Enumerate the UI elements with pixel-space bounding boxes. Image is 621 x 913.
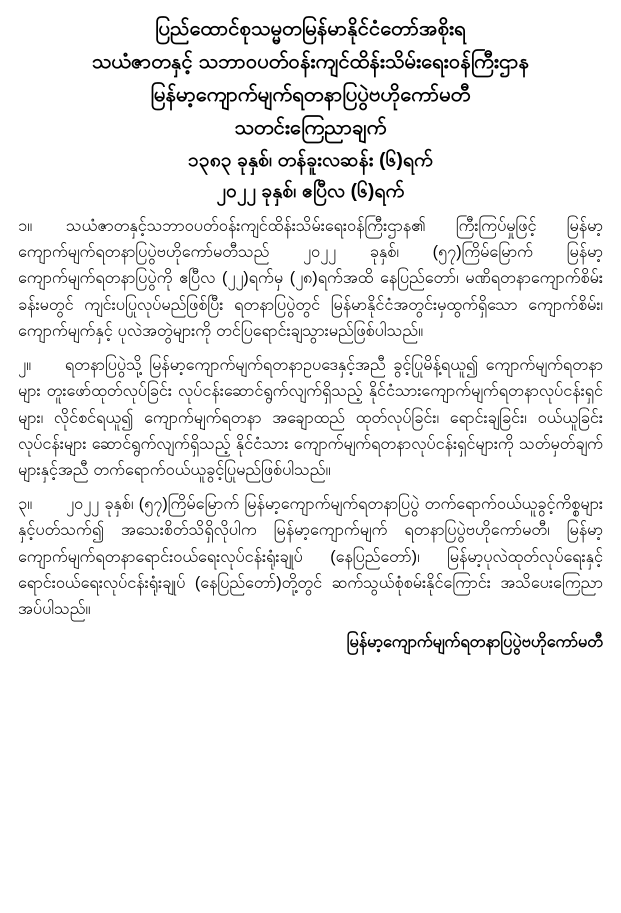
header-line-committee: မြန်မာ့ကျောက်မျက်ရတနာပြပွဲဗဟိုကော်မတီ bbox=[150, 84, 471, 106]
header-line-government: ပြည်ထောင်စုသမ္မတမြန်မာနိုင်ငံတော်အစိုးရ bbox=[155, 18, 466, 40]
header-line-ministry: သယံဇာတနှင့် သဘာဝပတ်ဝန်းကျင်ထိန်းသိမ်းရေးဝန်ကြီးဌာန bbox=[91, 51, 530, 73]
document-body bbox=[18, 213, 603, 655]
paragraph-2-text: ရတနာပြပွဲသို့ မြန်မာ့ကျောက်မျက်ရတနာဥပဒေနှင့်အညီ ခွင့်ပြုမိန့်ရယူ၍ ကျောက်မျက်ရတနာများ တူးဖော်ထုတ်လုပ်ခြင်း လုပ်ငန်းဆောင်ရွက်လျက်ရှိသည့် နိုင်ငံသားကျောက်မျက်ရတနာလုပ်ငန်းရှင်များ၊ လိုင်စင်ရယူ၍ ကျောက်မျက်ရတနာ အချောထည် ထုတ်လုပ်ခြင်း၊ ရောင်းချခြင်း၊ ဝယ်ယူခြင်းလုပ်ငန်းများ ဆောင်ရွက်လျက်ရှိသည့် နိုင်ငံသား ကျောက်မျက်ရတနာလုပ်ငန်းရှင်များကို သတ်မှတ်ချက်များနှင့်အညီ တက်ရောက်ဝယ်ယူခွင့်ပြုမည်ဖြစ်ပါသည်။ bbox=[18, 356, 603, 479]
signature-committee: မြန်မာ့ကျောက်မျက်ရတနာပြပွဲဗဟိုကော်မတီ bbox=[346, 633, 603, 652]
paragraph-2-marker: ၂။ bbox=[18, 356, 31, 375]
paragraph-1-text: သယံဇာတနှင့်သဘာဝပတ်ဝန်းကျင်ထိန်းသိမ်းရေးဝန်ကြီးဌာန၏ ကြီးကြပ်မှုဖြင့် မြန်မာ့ကျောက်မျက်ရတနာပြပွဲဗဟိုကော်မတီသည် ၂၀၂၂ ခုနှစ်၊ (၅၇)ကြိမ်မြောက် မြန်မာ့ကျောက်မျက်ရတနာပြပွဲကို ဧပြီလ (၂၂)ရက်မှ (၂၈)ရက်အထိ နေပြည်တော်၊ မဏိရတနာကျောက်စိမ်းခန်းမတွင် ကျင်းပပြုလုပ်မည်ဖြစ်ပြီး ရတနာပြပွဲတွင် မြန်မာနိုင်ငံအတွင်းမှထွက်ရှိသော ကျောက်စိမ်း၊ ကျောက်မျက်နှင့် ပုလဲအတွဲများကို တင်ပြရောင်းချသွားမည်ဖြစ်ပါသည်။ bbox=[18, 216, 603, 340]
paragraph-2 bbox=[18, 352, 603, 483]
paragraph-3-text: ၂၀၂၂ ခုနှစ်၊ (၅၇)ကြိမ်မြောက် မြန်မာ့ကျောက်မျက်ရတနာပြပွဲ တက်ရောက်ဝယ်ယူခွင့်ကိစ္စများနှင့်ပတ်သက်၍ အသေးစိတ်သိရှိလိုပါက မြန်မာ့ကျောက်မျက် ရတနာပြပွဲဗဟိုကော်မတီ၊ မြန်မာ့ကျောက်မျက်ရတနာရောင်းဝယ်ရေးလုပ်ငန်းရုံးချုပ် (နေပြည်တော်)၊ မြန်မာ့ပုလဲထုတ်လုပ်ရေးနှင့် ရောင်းဝယ်ရေးလုပ်ငန်းရုံးချုပ် (နေပြည်တော်)တို့တွင် ဆက်သွယ်စုံစမ်းနိုင်ကြောင်း အသိပေးကြေညာအပ်ပါသည်။ bbox=[18, 495, 603, 619]
paragraph-1 bbox=[18, 213, 603, 344]
header-line-gregorian-date: ၂၀၂၂ ခုနှစ်၊ ဧပြီလ (၆)ရက် bbox=[216, 181, 405, 203]
paragraph-3 bbox=[18, 491, 603, 622]
header-line-announcement-title: သတင်းကြေညာချက် bbox=[234, 117, 387, 139]
document-header bbox=[18, 14, 603, 207]
header-line-burmese-date: ၁၃၈၃ ခုနှစ်၊ တန်ခူးလဆန်း (၆)ရက် bbox=[188, 150, 433, 171]
paragraph-3-marker: ၃။ bbox=[18, 495, 33, 514]
paragraph-1-marker: ၁။ bbox=[18, 216, 33, 235]
